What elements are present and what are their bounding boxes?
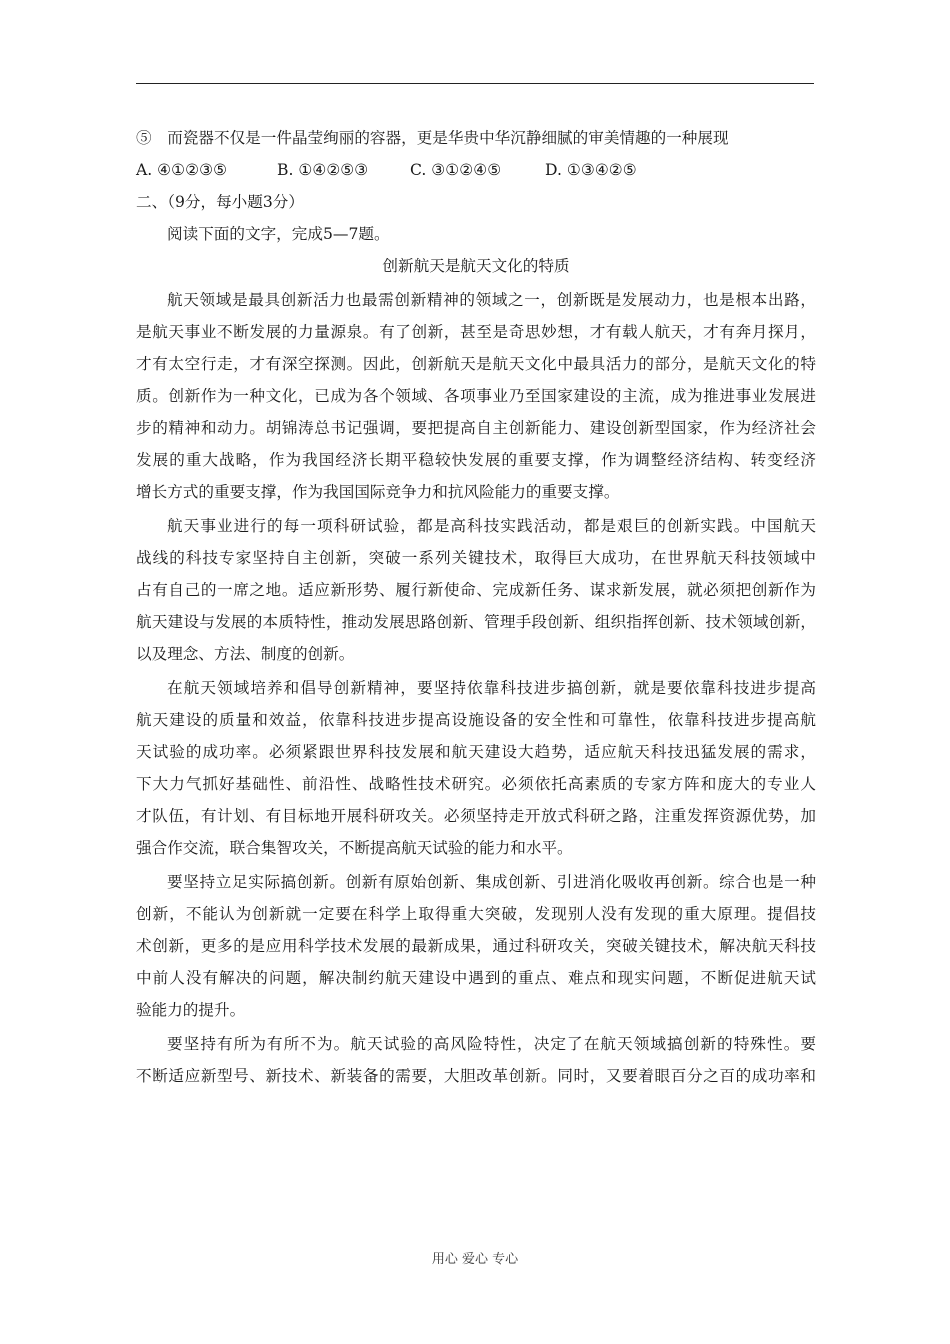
question-item-5: ⑤ 而瓷器不仅是一件晶莹绚丽的容器，更是华贵中华沉静细腻的审美情趣的一种展现 xyxy=(136,129,729,147)
option-c: C. ③①②④⑤ xyxy=(410,161,502,179)
paragraph-1 xyxy=(136,284,816,508)
paragraph-line: 是航天事业不断发展的力量源泉。有了创新，甚至是奇思妙想，才有载人航天，才有奔月探月， xyxy=(136,323,816,341)
option-a: A. ④①②③⑤ xyxy=(136,161,228,179)
section-heading: 二、（9分，每小题3分） xyxy=(136,193,304,211)
paragraph-line: 增长方式的重要支撑，作为我国国际竞争力和抗风险能力的重要支撑。 xyxy=(136,483,620,501)
page-footer: 用心 爱心 专心 xyxy=(431,1252,519,1267)
paragraph-line: 占有自己的一席之地。适应新形势、履行新使命、完成新任务、谋求新发展，就必须把创新作为 xyxy=(136,581,816,599)
option-d: D. ①③④②⑤ xyxy=(545,161,637,179)
paragraph-line: 航天建设的质量和效益，依靠科技进步提高设施设备的安全性和可靠性，依靠科技进步提高航 xyxy=(136,711,816,729)
paragraph-line: 航天建设与发展的本质特性，推动发展思路创新、管理手段创新、组织指挥创新、技术领域创新， xyxy=(136,613,816,631)
paragraph-line: 以及理念、方法、制度的创新。 xyxy=(136,645,355,663)
page-content xyxy=(136,122,816,1092)
header-rule xyxy=(136,83,814,84)
paragraph-line: 在航天领域培养和倡导创新精神，要坚持依靠科技进步搞创新，就是要依靠科技进步提高 xyxy=(167,679,816,697)
paragraph-line: 术创新，更多的是应用科学技术发展的最新成果，通过科研攻关，突破关键技术，解决航天科技 xyxy=(136,937,816,955)
paragraph-line: 航天领域是最具创新活力也最需创新精神的领域之一，创新既是发展动力，也是根本出路， xyxy=(167,291,816,309)
paragraph-line: 强合作交流，联合集智攻关，不断提高航天试验的能力和水平。 xyxy=(136,839,573,857)
paragraph-5 xyxy=(136,1028,816,1092)
paragraph-line: 下大力气抓好基础性、前沿性、战略性技术研究。必须依托高素质的专家方阵和庞大的专业人 xyxy=(136,775,816,793)
paragraph-line: 步的精神和动力。胡锦涛总书记强调，要把提高自主创新能力、建设创新型国家，作为经济社会 xyxy=(136,419,816,437)
paragraph-line: 航天事业进行的每一项科研试验，都是高科技实践活动，都是艰巨的创新实践。中国航天 xyxy=(167,517,816,535)
instruction: 阅读下面的文字，完成5—7题。 xyxy=(167,225,390,243)
paragraph-line: 不断适应新型号、新技术、新装备的需要，大胆改革创新。同时，又要着眼百分之百的成功率和 xyxy=(136,1067,816,1085)
paragraph-line: 要坚持立足实际搞创新。创新有原始创新、集成创新、引进消化吸收再创新。综合也是一种 xyxy=(167,873,816,891)
paragraph-line: 战线的科技专家坚持自主创新，突破一系列关键技术，取得巨大成功，在世界航天科技领域中 xyxy=(136,549,816,567)
answer-options xyxy=(136,154,816,186)
paragraph-line: 创新，不能认为创新就一定要在科学上取得重大突破，发现别人没有发现的重大原理。提倡技 xyxy=(136,905,816,923)
paragraph-line: 要坚持有所为有所不为。航天试验的高风险特性，决定了在航天领域搞创新的特殊性。要 xyxy=(167,1035,816,1053)
paragraph-3 xyxy=(136,672,816,864)
paragraph-2 xyxy=(136,510,816,670)
paragraph-line: 天试验的成功率。必须紧跟世界科技发展和航天建设大趋势，适应航天科技迅猛发展的需求， xyxy=(136,743,816,761)
option-b: B. ①④②⑤③ xyxy=(277,161,369,179)
paragraph-line: 才有太空行走，才有深空探测。因此，创新航天是航天文化中最具活力的部分，是航天文化的特 xyxy=(136,355,816,373)
paragraph-line: 中前人没有解决的问题，解决制约航天建设中遇到的重点、难点和现实问题，不断促进航天试 xyxy=(136,969,816,987)
paragraph-line: 发展的重大战略，作为我国经济长期平稳较快发展的重要支撑，作为调整经济结构、转变经济 xyxy=(136,451,816,469)
paragraph-line: 质。创新作为一种文化，已成为各个领域、各项事业乃至国家建设的主流，成为推进事业发展进 xyxy=(136,387,816,405)
paragraph-line: 验能力的提升。 xyxy=(136,1001,246,1019)
article-title: 创新航天是航天文化的特质 xyxy=(382,257,570,275)
paragraph-4 xyxy=(136,866,816,1026)
paragraph-line: 才队伍，有计划、有目标地开展科研攻关。必须坚持走开放式科研之路，注重发挥资源优势，加 xyxy=(136,807,816,825)
